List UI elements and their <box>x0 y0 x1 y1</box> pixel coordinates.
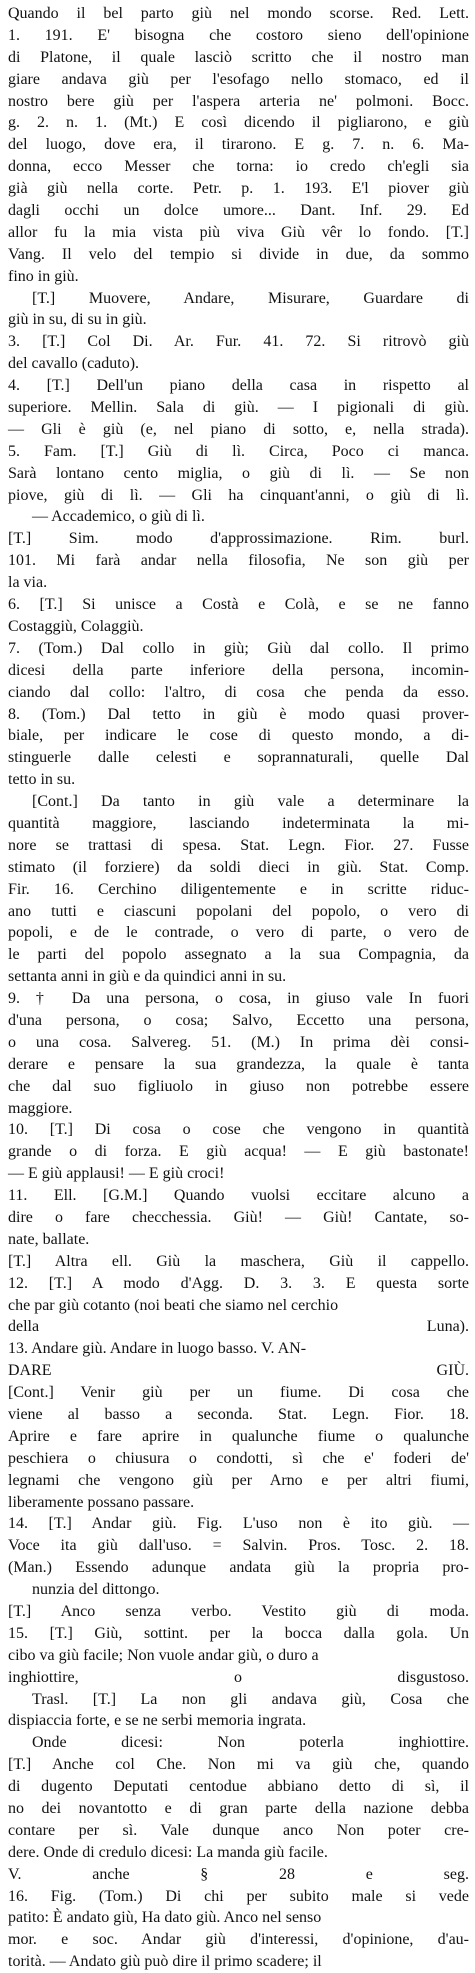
text-line: torità. — Andato giù può dire il primo scadere; il <box>8 1953 322 1971</box>
text-line: Quando il bel parto giù nel mondo scorse. Red. Lett. <box>8 5 469 22</box>
text-line: mor. e soc. Andar giù d'interessi, d'opinione, d'au- <box>8 1931 469 1949</box>
text-line: dispiaccia forte, e se ne serbi memoria ingrata. <box>8 1712 307 1730</box>
text-line: — Gli è giù (e, nel piano di sotto, e, nella strada). <box>8 420 469 438</box>
text-line: viene al basso a seconda. Stat. Legn. Fior. 18. <box>8 1406 469 1423</box>
text-line: dire o fare checchessia. Giù! — Giù! Cantate, so- <box>8 1208 469 1226</box>
text-line: [T.] Anche col Che. Non mi va giù che, quando <box>8 1756 469 1774</box>
text-line: biale, per indicare le cose di questo mondo, a di- <box>8 727 469 745</box>
text-line: patito: È andato giù, Ha dato giù. Anco nel senso <box>8 1909 322 1927</box>
text-line: contare per sì. Vale dunque anco Non poter cre- <box>8 1821 469 1839</box>
text-line: 1. 191. E' bisogna che costoro sieno dell'opinione <box>8 26 469 44</box>
text-line: derare e pensare la sua grandezza, la quale è tanta <box>8 1055 469 1073</box>
text-line: 16. Fig. (Tom.) Di chi per subito male si vede <box>8 1887 469 1905</box>
text-line: cibo va giù facile; Non vuole andar giù, o duro a <box>8 1646 319 1664</box>
text-line: V. anche § 28 e seg. <box>8 1865 469 1883</box>
text-line: piove, giù di lì. — Gli ha cinquant'anni, o giù di lì. <box>8 486 469 504</box>
text-line: [T.] Altra ell. Giù la maschera, Giù il cappello. <box>8 1252 469 1270</box>
text-line: maggiore. <box>8 1099 73 1117</box>
text-line: donna, ecco Messer che torna: io credo ch'egli sia <box>8 158 469 176</box>
text-line: ciando dal collo: l'altro, di cosa che penda da esso. <box>8 683 469 701</box>
text-line: che par giù cotanto (noi beati che siamo nel cerchio <box>8 1296 339 1314</box>
text-line: o una cosa. Salvereg. 51. (M.) In prima dèi consi- <box>8 1033 469 1051</box>
text-line: Voce ita giù dall'uso. = Salvin. Pros. Tosc. 2. 18. <box>8 1537 469 1555</box>
text-line: superiore. Mellin. Sala di giù. — I pigionali di giù. <box>8 399 469 417</box>
text-line: 10. [T.] Di cosa o cose che vengono in quantità <box>8 1121 469 1139</box>
text-line: nunzia del dittongo. <box>32 1581 160 1599</box>
text-line: nate, ballate. <box>8 1230 90 1248</box>
text-line: di Platone, il quale lasciò scritto che il nostro man <box>8 48 469 66</box>
text-line: giù in su, di su in giù. <box>8 311 147 329</box>
text-line: 101. Mi farà andar nella filosofia, Ne son giù per <box>8 552 469 570</box>
text-line: tetto in su. <box>8 771 76 789</box>
text-line: grande o di forza. E giù acqua! — E giù bastonate! <box>8 1143 469 1161</box>
text-line: 12. [T.] A modo d'Agg. D. 3. 3. E questa sorte <box>8 1274 469 1292</box>
text-line: 8. (Tom.) Dal tetto in giù è modo quasi prover- <box>8 705 469 723</box>
text-line: già giù nella corte. Petr. p. 1. 193. E'l piover giù <box>8 180 469 198</box>
text-line: la via. <box>8 574 48 592</box>
text-line: Trasl. [T.] La non gli andava giù, Cosa che <box>32 1690 469 1708</box>
text-line: 14. [T.] Andar giù. Fig. L'uso non è ito giù. — <box>8 1515 469 1533</box>
text-line: ano tutti e ciascuni popolani del popolo, o vero di <box>8 902 469 920</box>
text-line: allor fu la mia vista più viva Giù vêr lo fondo. [T.] <box>8 223 469 241</box>
text-line: 3. [T.] Col Di. Ar. Fur. 41. 72. Si ritrovò giù <box>8 333 469 351</box>
text-line: peschiera o chiusura o condotti, sì che e' foderi de' <box>8 1449 469 1467</box>
text-line: fino in giù. <box>8 267 79 285</box>
text-line: [T.] Anco senza verbo. Vestito giù di moda. <box>8 1603 469 1621</box>
text-line: 9. † Da una persona, o cosa, in giuso vale In fuori <box>8 990 469 1008</box>
text-line: settanta anni in giù e da quindici anni in su. <box>8 968 287 986</box>
text-line: legnami che vengono giù per Arno e per altri fiumi, <box>8 1471 469 1489</box>
text-line: le parti del popolo assegnato a la sua Compagnia, da <box>8 946 469 964</box>
text-line: [Cont.] Da tanto in giù vale a determinare la <box>32 793 469 811</box>
text-line: 15. [T.] Giù, sottint. per la bocca dalla gola. Un <box>8 1624 469 1642</box>
text-line: del luogo, dove era, il tirarono. E g. 7. n. 6. Ma- <box>8 136 469 154</box>
text-line: (Man.) Essendo adunque andata giù la propria pro- <box>8 1559 469 1577</box>
text-line: Fir. 16. Cerchino diligentemente e in scritte riduc- <box>8 880 469 898</box>
text-line: dagli occhi un dolce umore... Dant. Inf. 29. Ed <box>8 202 469 220</box>
text-line: stinguerle dalle celesti e soprannaturali, quelle Dal <box>8 749 469 767</box>
text-line: — Accademico, o giù di lì. <box>32 508 205 526</box>
text-line: no dei novantotto e di gran parte della nazione debba <box>8 1800 469 1818</box>
text-line: 7. (Tom.) Dal collo in giù; Giù dal collo. Il primo <box>8 639 469 657</box>
text-line: dere. Onde di credulo dicesi: La manda giù facile. <box>8 1843 328 1861</box>
text-line: DARE GIÙ. <box>8 1362 469 1380</box>
text-line: g. 2. n. 1. (Mt.) E così dicendo il pigliarono, e giù <box>8 114 469 132</box>
text-line: nostro bere giù per l'aspera arteria ne' polmoni. Bocc. <box>8 92 469 110</box>
text-line: che dal suo figliuolo in giuso non potrebbe essere <box>8 1077 469 1095</box>
text-line: Aprire e fare aprire in qualunche fiume o qualunche <box>8 1427 469 1445</box>
text-line: quantità maggiore, lasciando indeterminata la mi- <box>8 814 469 832</box>
text-line: 11. Ell. [G.M.] Quando vuolsi eccitare alcuno a <box>8 1187 469 1205</box>
text-line: Onde dicesi: Non poterla inghiottire. <box>32 1734 469 1752</box>
text-line: della Luna). <box>8 1318 469 1336</box>
text-line: Vang. Il velo del tempio si divide in due, da sommo <box>8 245 469 263</box>
text-line: del cavallo (caduto). <box>8 355 140 373</box>
text-line: stimato (il forziere) da soldi dieci in giù. Stat. Comp. <box>8 858 469 876</box>
text-line: 13. Andare giù. Andare in luogo basso. V. AN- <box>8 1340 307 1358</box>
text-line: d'una persona, o cosa; Salvo, Eccetto una persona, <box>8 1011 469 1029</box>
text-line: 5. Fam. [T.] Giù di lì. Circa, Poco ci manca. <box>8 442 469 460</box>
text-line: — E giù applausi! — E giù croci! <box>8 1165 225 1183</box>
text-line: dicesi della parte inferiore della persona, incomin- <box>8 661 469 679</box>
text-line: 4. [T.] Dell'un piano della casa in rispetto al <box>8 377 469 395</box>
text-line: [Cont.] Venir giù per un fiume. Di cosa che <box>8 1384 469 1402</box>
text-line: popoli, e de le contrade, o vero di parte, o vero de <box>8 924 469 942</box>
text-line: 6. [T.] Si unisce a Costà e Colà, e se ne fanno <box>8 596 469 614</box>
text-line: nore se trattasi di spesa. Stat. Legn. Fior. 27. Fusse <box>8 836 469 854</box>
text-line: inghiottire, o disgustoso. <box>8 1668 469 1686</box>
text-line: [T.] Sim. modo d'approssimazione. Rim. burl. <box>8 530 469 548</box>
text-line: Costaggiù, Colaggiù. <box>8 617 144 635</box>
text-line: di dugento Deputati centodue abbiano detto di sì, il <box>8 1778 469 1796</box>
text-line: Sarà lontano cento miglia, o giù di lì. — Se non <box>8 464 469 482</box>
text-line: liberamente possano passare. <box>8 1493 195 1511</box>
text-line: giare andava giù per l'esofago nello stomaco, ed il <box>8 70 469 88</box>
text-line: [T.] Muovere, Andare, Misurare, Guardare di <box>32 289 469 307</box>
